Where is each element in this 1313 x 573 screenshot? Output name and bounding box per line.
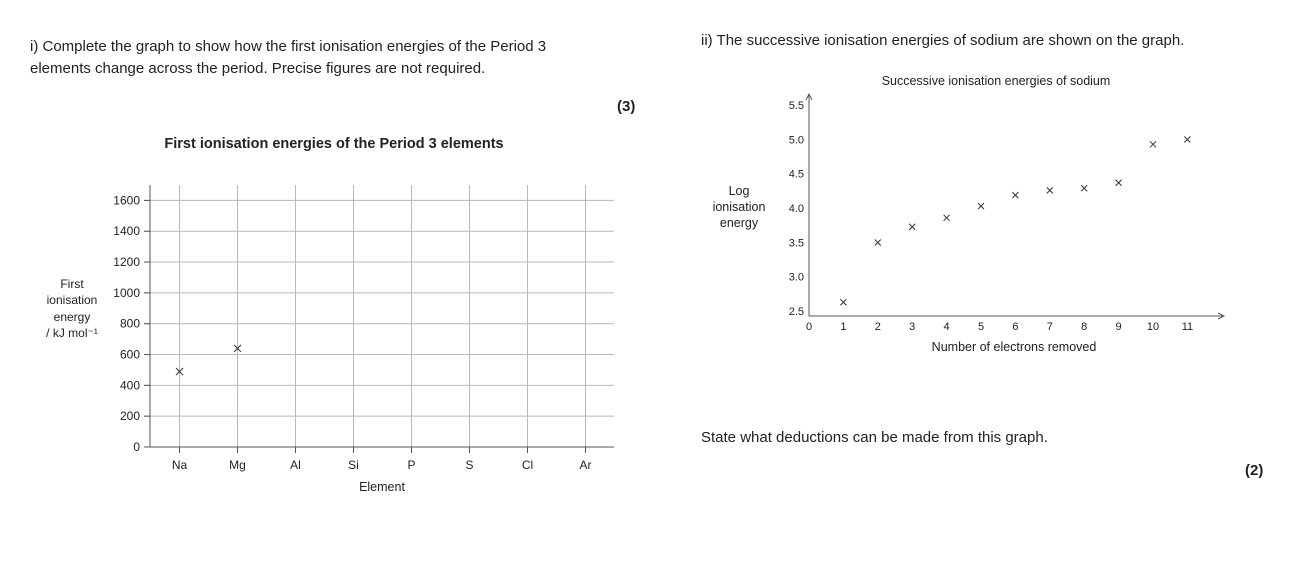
chart2-y-ticks	[789, 100, 804, 318]
chart2-ylabel-line3: energy	[719, 216, 759, 230]
chart2-point-4	[944, 215, 950, 221]
chart1-ylabel-line1: First	[60, 277, 84, 291]
chart2-ytick-label: 5.0	[788, 134, 804, 147]
chart1-ytick-label: 0	[133, 440, 140, 454]
chart2-xtick-label: 4	[943, 321, 950, 333]
chart1-ytick-label: 1200	[113, 255, 140, 270]
chart1-ytick-label: 800	[119, 316, 140, 331]
question-part1-line1: i) Complete the graph to show how the first ionisation energies of the Period 3	[30, 38, 547, 55]
chart2-x-ticks	[806, 321, 1193, 333]
chart1-ytick-label: 1000	[113, 285, 140, 300]
chart2-xtick-label: 0	[805, 321, 813, 333]
chart2-xtick-label: 6	[1012, 321, 1019, 333]
chart2-ytick-label: 4.5	[788, 168, 804, 181]
prompt-part2: State what deductions can be made from this graph.	[701, 429, 1048, 446]
chart2-xtick-label: 5	[977, 321, 985, 333]
chart1-points	[176, 345, 241, 375]
question-part2: ii) The successive ionisation energies of sodium are shown on the graph.	[701, 32, 1185, 49]
chart1-grid	[144, 185, 614, 453]
chart-first-ionisation	[0, 125, 660, 525]
chart1-xtick-label: P	[407, 458, 416, 472]
chart1-axes	[150, 185, 614, 447]
chart1-ylabel	[46, 277, 98, 340]
question-part1-line2: elements change across the period. Precise figures are not required.	[30, 60, 486, 77]
chart1-xlabel: Element	[359, 480, 405, 494]
chart1-ylabel-line4: / kJ mol⁻¹	[46, 326, 98, 340]
chart1-y-ticks	[113, 193, 150, 454]
chart2-point-2	[875, 240, 881, 246]
chart1-ylabel-line3: energy	[53, 310, 91, 324]
chart2-ytick-label: 2.5	[788, 306, 804, 318]
chart1-title: First ionisation energies of the Period 3 elements	[164, 136, 504, 152]
chart2-point-9	[1116, 180, 1122, 186]
chart1-ytick-label: 200	[119, 409, 140, 424]
chart1-xtick-label: Si	[348, 458, 359, 472]
chart1-xtick-label: S	[465, 458, 474, 472]
chart2-point-11	[1184, 137, 1190, 143]
chart2-ytick-label: 3.0	[788, 271, 804, 284]
chart1-ytick-label: 1400	[113, 224, 140, 239]
chart2-ytick-label: 3.5	[788, 237, 804, 250]
chart2-point-7	[1047, 187, 1053, 193]
chart2-ylabel-line2: ionisation	[712, 200, 766, 214]
chart1-xtick-label: Na	[171, 458, 188, 472]
question-part1	[30, 36, 546, 80]
chart2-ytick-label: 4.0	[788, 203, 804, 215]
chart2-xtick-label: 2	[874, 321, 881, 333]
chart-successive-ionisation	[690, 60, 1250, 360]
chart2-point-10	[1150, 141, 1156, 147]
chart2-axes	[806, 94, 1224, 319]
chart1-ytick-label: 600	[119, 347, 140, 362]
chart2-ylabel	[713, 184, 766, 230]
chart2-points	[840, 137, 1190, 306]
chart2-xtick-label: 10	[1146, 321, 1160, 333]
chart2-xtick-label: 1	[840, 321, 847, 333]
chart2-ylabel-line1: Log	[728, 184, 750, 198]
chart2-xlabel: Number of electrons removed	[931, 340, 1097, 354]
chart1-xtick-label: Al	[290, 458, 301, 472]
chart1-x-ticks	[172, 447, 592, 472]
chart2-xtick-label: 8	[1081, 321, 1088, 333]
chart2-point-3	[909, 224, 915, 230]
chart1-xtick-label: Mg	[229, 458, 246, 472]
chart1-ytick-label: 1600	[113, 193, 140, 208]
chart2-point-8	[1081, 185, 1087, 191]
chart2-title: Successive ionisation energies of sodium	[881, 74, 1111, 88]
chart1-ytick-label: 400	[119, 378, 140, 393]
chart1-xtick-label: Ar	[579, 458, 592, 472]
marks-part1: (3)	[617, 98, 636, 115]
chart1-xtick-label: Cl	[521, 458, 534, 472]
chart2-point-1	[840, 299, 846, 305]
chart2-point-5	[978, 203, 984, 209]
chart2-xtick-label: 3	[909, 321, 916, 333]
chart2-point-6	[1012, 192, 1018, 198]
marks-part2: (2)	[1245, 462, 1264, 479]
chart2-xtick-label: 11	[1181, 321, 1194, 333]
chart2-xtick-label: 7	[1046, 321, 1053, 333]
chart2-ytick-label: 5.5	[788, 100, 804, 112]
chart2-xtick-label: 9	[1115, 321, 1122, 333]
chart1-ylabel-line2: ionisation	[46, 293, 98, 307]
